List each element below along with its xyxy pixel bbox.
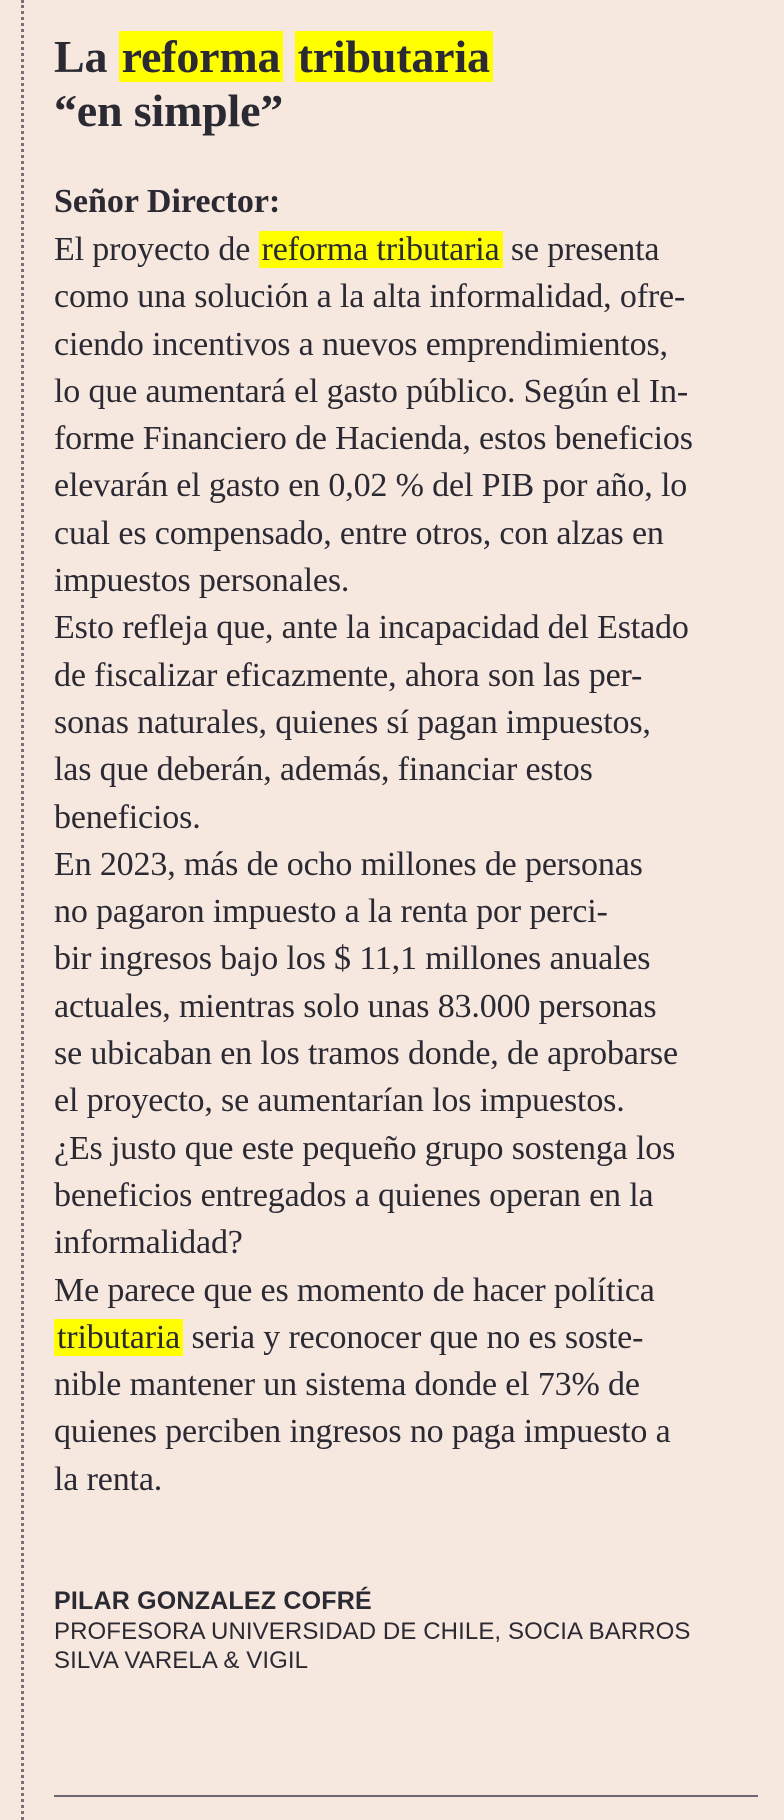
text-line (54, 226, 766, 273)
highlight-tributaria-body: tributaria (54, 1319, 183, 1356)
text-fragment: El proyecto de (54, 231, 259, 268)
text-line (54, 1314, 766, 1361)
title-line-1 (54, 30, 766, 84)
text-line: informalidad? (54, 1224, 243, 1262)
dotted-column-divider (21, 0, 24, 1820)
paragraph-3 (54, 841, 766, 1125)
text-line: se ubicaban en los tramos donde, de aprobarse (54, 1035, 678, 1073)
text-line: forme Financiero de Hacienda, estos beneficios (54, 420, 693, 458)
text-line: la renta. (54, 1460, 163, 1498)
text-line: de fiscalizar eficazmente, ahora son las per- (54, 656, 643, 694)
signature-block (54, 1585, 766, 1675)
text-line: elevarán el gasto en 0,02 % del PIB por año, lo (54, 467, 688, 505)
text-line: En 2023, más de ocho millones de personas (54, 845, 643, 883)
author-role-line-2: SILVA VARELA & VIGIL (54, 1647, 309, 1675)
author-role-line-1: PROFESORA UNIVERSIDAD DE CHILE, SOCIA BARROS (54, 1618, 691, 1646)
article-title (54, 30, 766, 138)
paragraph-5 (54, 1267, 766, 1503)
letter-article (54, 30, 766, 1675)
text-line: ¿Es justo que este pequeño grupo sostenga los (54, 1129, 676, 1167)
title-prefix: La (54, 31, 119, 82)
text-line: impuestos personales. (54, 562, 350, 600)
highlight-reforma-tributaria: reforma tributaria (259, 231, 503, 268)
text-line: las que deberán, además, financiar estos (54, 751, 593, 789)
text-line: Esto refleja que, ante la incapacidad del Estado (54, 609, 689, 647)
highlight-tributaria: tributaria (295, 31, 493, 82)
author-name: PILAR GONZALEZ COFRÉ (54, 1587, 372, 1616)
text-line: lo que aumentará el gasto público. Según el In- (54, 372, 689, 410)
text-line: beneficios. (54, 798, 201, 836)
paragraph-4 (54, 1125, 766, 1267)
text-line: Me parece que es momento de hacer política (54, 1271, 655, 1309)
salutation: Señor Director: (54, 183, 281, 220)
title-line-2: “en simple” (54, 85, 284, 136)
paragraph-2 (54, 604, 766, 840)
paragraph-1 (54, 226, 766, 604)
text-line: bir ingresos bajo los $ 11,1 millones anuales (54, 940, 651, 978)
text-line: actuales, mientras solo unas 83.000 personas (54, 987, 657, 1025)
bottom-divider (54, 1795, 758, 1797)
text-line: sonas naturales, quienes sí pagan impuestos, (54, 703, 651, 741)
title-space (283, 31, 294, 82)
highlight-reforma: reforma (119, 31, 284, 82)
text-line: cual es compensado, entre otros, con alzas en (54, 514, 664, 552)
text-line: no pagaron impuesto a la renta por perci- (54, 893, 608, 931)
text-line: como una solución a la alta informalidad, ofre- (54, 278, 686, 316)
text-fragment: se presenta (502, 231, 660, 268)
text-line: ciendo incentivos a nuevos emprendimientos, (54, 325, 668, 363)
text-line: el proyecto, se aumentarían los impuestos. (54, 1082, 625, 1120)
text-line: beneficios entregados a quienes operan en la (54, 1176, 654, 1214)
text-line: nible mantener un sistema donde el 73% de (54, 1366, 640, 1404)
text-fragment: seria y reconocer que no es soste- (183, 1318, 644, 1356)
text-line: quienes perciben ingresos no paga impuesto a (54, 1413, 671, 1451)
